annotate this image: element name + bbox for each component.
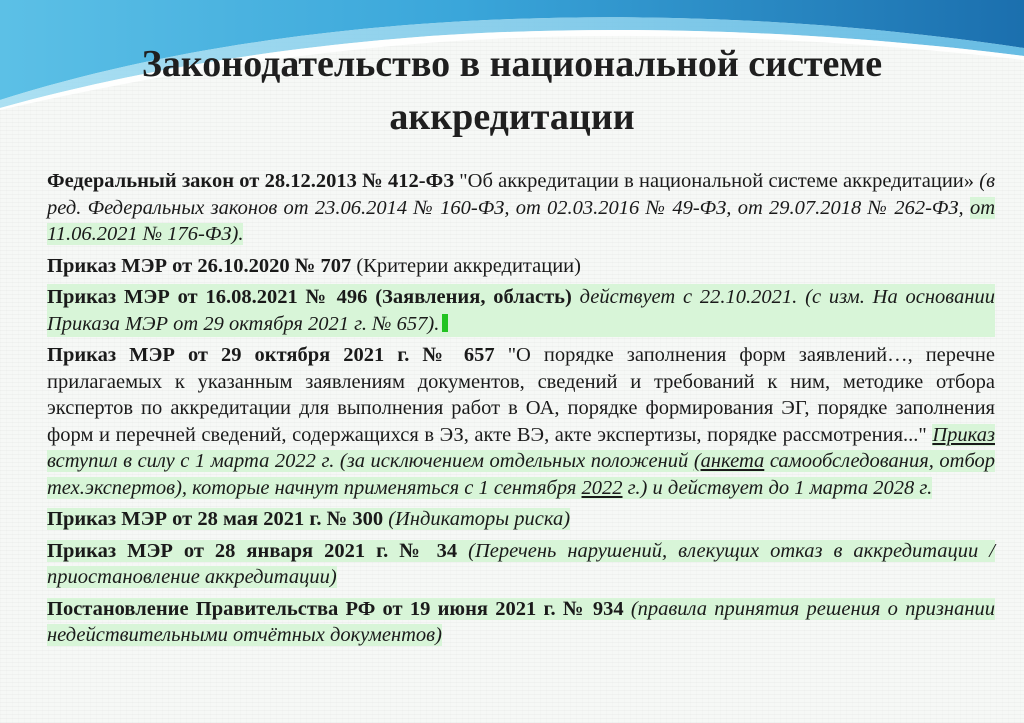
law-title: Постановление Правительства РФ от 19 июня 2021 г. № 934 bbox=[47, 597, 624, 620]
law-title: Приказ МЭР от 29 октября 2021 г. № 657 bbox=[47, 344, 495, 366]
law-item-order-707 bbox=[47, 253, 995, 280]
law-title: Федеральный закон от 28.12.2013 № 412-ФЗ bbox=[47, 170, 455, 192]
law-item-resolution-934 bbox=[47, 596, 995, 649]
law-note-underlined: (анкета bbox=[693, 450, 765, 472]
law-item-order-34 bbox=[47, 538, 995, 591]
law-title: Приказ МЭР от 28 мая 2021 г. № 300 bbox=[47, 508, 384, 530]
law-title: Приказ МЭР от 28 января 2021 г. № 34 bbox=[47, 539, 458, 562]
law-item-federal-law bbox=[47, 168, 995, 248]
order-link[interactable]: Приказ bbox=[932, 423, 995, 446]
law-item-order-300 bbox=[47, 506, 995, 533]
page-title bbox=[40, 38, 984, 144]
law-note: (правила принятия решения о признании недействительными отчётных документов) bbox=[47, 597, 995, 646]
law-amendment-highlight: от 11.06.2021 № 176-ФЗ). bbox=[47, 196, 995, 245]
law-list bbox=[47, 168, 995, 654]
law-note: самообследования, отбор тех.экспертов), которые начнут применяться с 1 сентября bbox=[47, 450, 996, 499]
law-note: г.) и действует до 1 марта 2028 г. bbox=[622, 476, 933, 499]
law-note-underlined: 2022 bbox=[581, 476, 623, 499]
law-name: "Об аккредитации в национальной системе аккредитации» bbox=[454, 170, 975, 192]
page-title-line1: Законодательство в национальной системе bbox=[141, 43, 883, 85]
law-name: "О порядке заполнения форм заявлений…, перечне прилагаемых к указанным заявлениям документов, сведений и требований к ним, методике отбора экспертов по аккредитации для выполнения работ в ОА, порядке формирования ЭГ, порядке заполнения форм и перечней сведений, содержащихся в ЭЗ, акте ВЭ, акте экспертизы, порядке рассмотрения..." bbox=[47, 344, 996, 446]
text-cursor-marker bbox=[442, 314, 448, 332]
law-title: Приказ МЭР от 26.10.2020 № 707 bbox=[47, 254, 352, 277]
law-note: вступил в силу с 1 марта 2022 г. (за исключением отдельных положений bbox=[47, 450, 694, 472]
law-title: Приказ МЭР от 16.08.2021 № 496 (Заявления, область) bbox=[47, 286, 572, 308]
law-note: (Перечень нарушений, влекущих отказ в аккредитации / приостановление аккредитации) bbox=[47, 539, 995, 588]
law-note: (Индикаторы риска) bbox=[383, 508, 571, 530]
page-title-line2: аккредитации bbox=[389, 96, 635, 138]
law-note: действует с 22.10.2021. (с изм. На основании Приказа МЭР от 29 октября 2021 г. № 657). bbox=[47, 286, 995, 335]
law-item-order-496 bbox=[47, 284, 995, 337]
law-item-order-657 bbox=[47, 342, 995, 501]
law-note: (Критерии аккредитации) bbox=[351, 254, 581, 277]
law-amendments: (в ред. Федеральных законов от 23.06.2014 № 160-ФЗ, от 02.03.2016 № 49-ФЗ, от 29.07.2018 № 262-ФЗ, bbox=[47, 170, 995, 219]
